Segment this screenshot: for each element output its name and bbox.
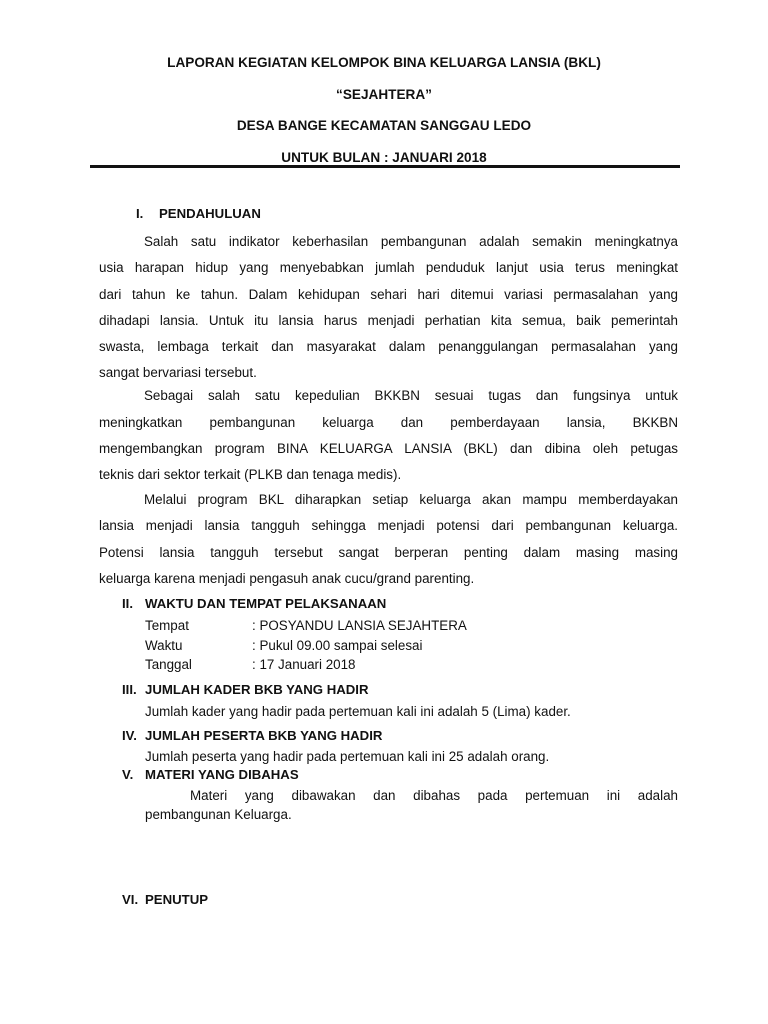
section-4-text: Jumlah peserta yang hadir pada pertemuan kali ini 25 adalah orang. (145, 749, 550, 764)
section-6-heading (122, 892, 208, 907)
detail-row-place (145, 616, 467, 636)
section-1-title: PENDAHULUAN (159, 206, 261, 221)
section-3-number: III. (122, 682, 137, 697)
section-4-heading (122, 728, 382, 743)
section-1-number: I. (136, 206, 144, 221)
paragraph-line: Salah satu indikator keberhasilan pembangunan adalah semakin meningkatnya (144, 234, 678, 249)
paragraph-line: dari tahun ke tahun. Dalam kehidupan sehari hari ditemui variasi permasalahan yang (99, 287, 678, 302)
header-location: DESA BANGE KECAMATAN SANGGAU LEDO (236, 118, 532, 133)
section-3-title: JUMLAH KADER BKB YANG HADIR (145, 682, 369, 697)
section-5-title: MATERI YANG DIBAHAS (145, 767, 299, 782)
section-2-number: II. (122, 596, 133, 611)
section-2-heading (122, 596, 386, 611)
section-2-title: WAKTU DAN TEMPAT PELAKSANAAN (145, 596, 387, 611)
header-group-name: “SEJAHTERA” (336, 86, 432, 102)
paragraph-line: teknis dari sektor terkait (PLKB dan tenaga medis). (99, 467, 402, 482)
paragraph-line: usia harapan hidup yang menyebabkan jumlah penduduk lanjut usia terus meningkat (99, 260, 678, 275)
paragraph-line: Sebagai salah satu kepedulian BKKBN sesuai tugas dan fungsinya untuk (144, 388, 678, 403)
paragraph-line: Potensi lansia tangguh tersebut sangat berperan penting dalam masing masing (99, 545, 678, 560)
paragraph-line: keluarga karena menjadi pengasuh anak cucu/grand parenting. (99, 571, 475, 586)
paragraph-line: sangat bervariasi tersebut. (99, 365, 257, 380)
report-header (0, 52, 768, 178)
header-period: UNTUK BULAN : JANUARI 2018 (281, 149, 487, 165)
paragraph-line: meningkatkan pembangunan keluarga dan pemberdayaan lansia, BKKBN (99, 415, 678, 430)
detail-label: Tanggal (145, 657, 192, 672)
paragraph-line: lansia menjadi lansia tangguh sehingga menjadi potensi dari pembangunan keluarga. (99, 518, 678, 533)
header-divider (90, 165, 680, 168)
detail-value: : POSYANDU LANSIA SEJAHTERA (252, 618, 467, 633)
paragraph-line: mengembangkan program BINA KELUARGA LANSIA (BKL) dan dibina oleh petugas (99, 441, 678, 456)
section-3-heading (122, 682, 368, 697)
section-6-number: VI. (122, 892, 139, 907)
section-1-heading (136, 206, 261, 221)
section-4-number: IV. (122, 728, 137, 743)
detail-value: : 17 Januari 2018 (252, 657, 356, 672)
section-6-title: PENUTUP (145, 892, 209, 907)
detail-row-time (145, 636, 422, 656)
detail-row-date (145, 655, 355, 675)
section-3-text: Jumlah kader yang hadir pada pertemuan kali ini adalah 5 (Lima) kader. (145, 704, 571, 719)
detail-label: Waktu (145, 638, 183, 653)
paragraph-line: Melalui program BKL diharapkan setiap keluarga akan mampu memberdayakan (144, 492, 678, 507)
section-4-title: JUMLAH PESERTA BKB YANG HADIR (145, 728, 383, 743)
section-5-line: pembangunan Keluarga. (145, 807, 292, 822)
paragraph-line: dihadapi lansia. Untuk itu lansia harus menjadi perhatian kita semua, baik pemerintah (99, 313, 678, 328)
section-5-number: V. (122, 767, 134, 782)
section-5-heading (122, 767, 299, 782)
detail-label: Tempat (145, 618, 189, 633)
paragraph-line: swasta, lembaga terkait dan masyarakat dalam penanggulangan permasalahan yang (99, 339, 678, 354)
header-title: LAPORAN KEGIATAN KELOMPOK BINA KELUARGA LANSIA (BKL) (167, 55, 601, 70)
section-5-line: Materi yang dibawakan dan dibahas pada pertemuan ini adalah (190, 788, 678, 803)
detail-value: : Pukul 09.00 sampai selesai (252, 638, 423, 653)
